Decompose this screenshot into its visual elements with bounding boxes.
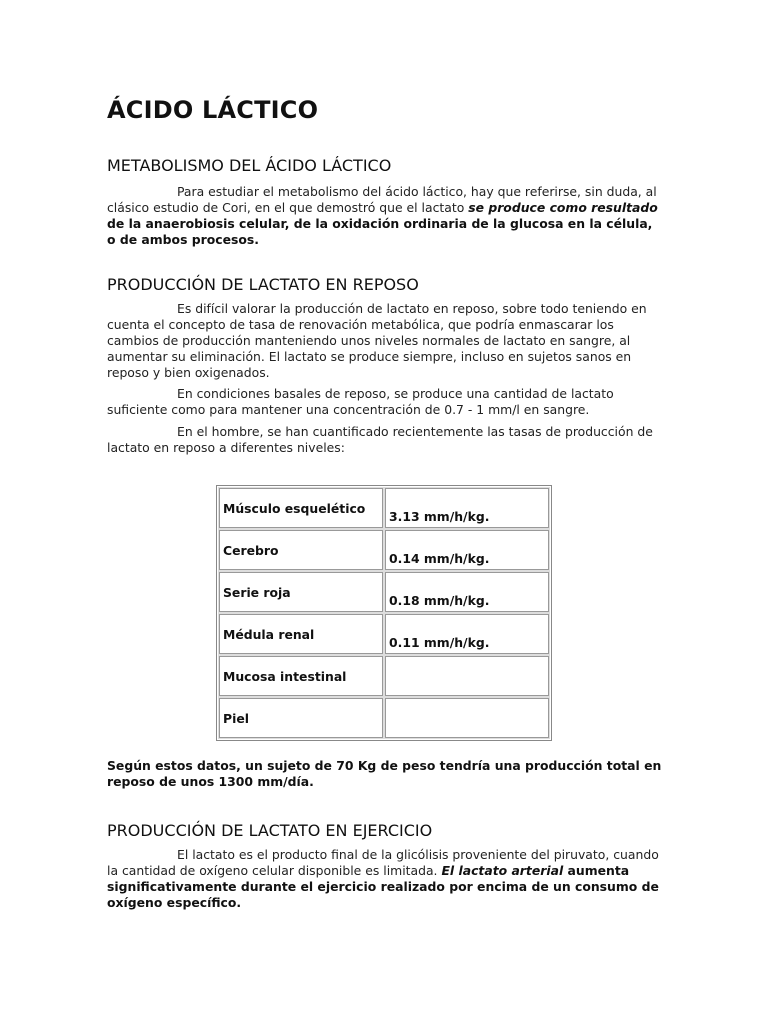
table-cell-tissue: Serie roja [219, 572, 383, 612]
section-heading-ejercicio: PRODUCCIÓN DE LACTATO EN EJERCICIO [107, 821, 433, 840]
table-row [219, 656, 549, 696]
page-title: ÁCIDO LÁCTICO [107, 96, 319, 124]
conclusion-paragraph: Según estos datos, un sujeto de 70 Kg de peso tendría una producción total en reposo de unos 1300 mm/día. [107, 758, 662, 789]
section-heading-metabolismo: METABOLISMO DEL ÁCIDO LÁCTICO [107, 156, 392, 175]
table-row [219, 572, 549, 612]
paragraph-text: En condiciones basales de reposo, se produce una cantidad de lactato suficiente como para mantener una concentración de 0.7 - 1 mm/l en sangre. [107, 386, 614, 417]
emphasis-text: se produce como resultado [468, 200, 658, 215]
table-cell-rate: 0.18 mm/h/kg. [385, 572, 549, 612]
table-row [219, 530, 549, 570]
table-cell-rate: 0.14 mm/h/kg. [385, 530, 549, 570]
table-cell-rate [385, 656, 549, 696]
paragraph-text: Es difícil valorar la producción de lactato en reposo, sobre todo teniendo en cuenta el concepto de tasa de renovación metabólica, que podría enmascarar los cambios de producción manteniendo unos niveles normales de lactato en sangre, al aumentar su eliminación. El lactato se produce siempre, incluso en sujetos sanos en reposo y bien oxigenados. [107, 301, 647, 380]
paragraph-ejercicio [107, 847, 663, 911]
table-cell-rate: 0.11 mm/h/kg. [385, 614, 549, 654]
table-row [219, 614, 549, 654]
table-cell-rate [385, 698, 549, 738]
paragraph-reposo-3 [107, 424, 663, 456]
table-cell-tissue: Cerebro [219, 530, 383, 570]
paragraph-reposo-2 [107, 386, 663, 418]
paragraph-text: Para estudiar el metabolismo del ácido láctico, hay que referirse, sin duda, al clásico estudio de Cori, en el que demostró que el lactato [107, 184, 657, 215]
table-cell-tissue: Piel [219, 698, 383, 738]
paragraph-text: En el hombre, se han cuantificado recientemente las tasas de producción de lactato en reposo a diferentes niveles: [107, 424, 653, 455]
bold-text: aumenta significativamente durante el ejercicio realizado por encima de un consumo de oxígeno específico. [107, 863, 659, 910]
table-cell-tissue: Músculo esquelético [219, 488, 383, 528]
table-cell-rate: 3.13 mm/h/kg. [385, 488, 549, 528]
table-cell-tissue: Mucosa intestinal [219, 656, 383, 696]
section-heading-reposo: PRODUCCIÓN DE LACTATO EN REPOSO [107, 275, 419, 294]
bold-text: de la anaerobiosis celular, de la oxidación ordinaria de la glucosa en la célula, o de ambos procesos. [107, 216, 653, 247]
paragraph-metabolismo [107, 184, 663, 248]
paragraph-text: El lactato es el producto final de la glicólisis proveniente del piruvato, cuando la cantidad de oxígeno celular disponible es limitada. [107, 847, 659, 878]
emphasis-text: El lactato arterial [441, 863, 564, 878]
table-cell-tissue: Médula renal [219, 614, 383, 654]
paragraph-reposo-1 [107, 301, 663, 381]
lactate-production-table [216, 485, 552, 741]
table-row [219, 488, 549, 528]
table-row [219, 698, 549, 738]
